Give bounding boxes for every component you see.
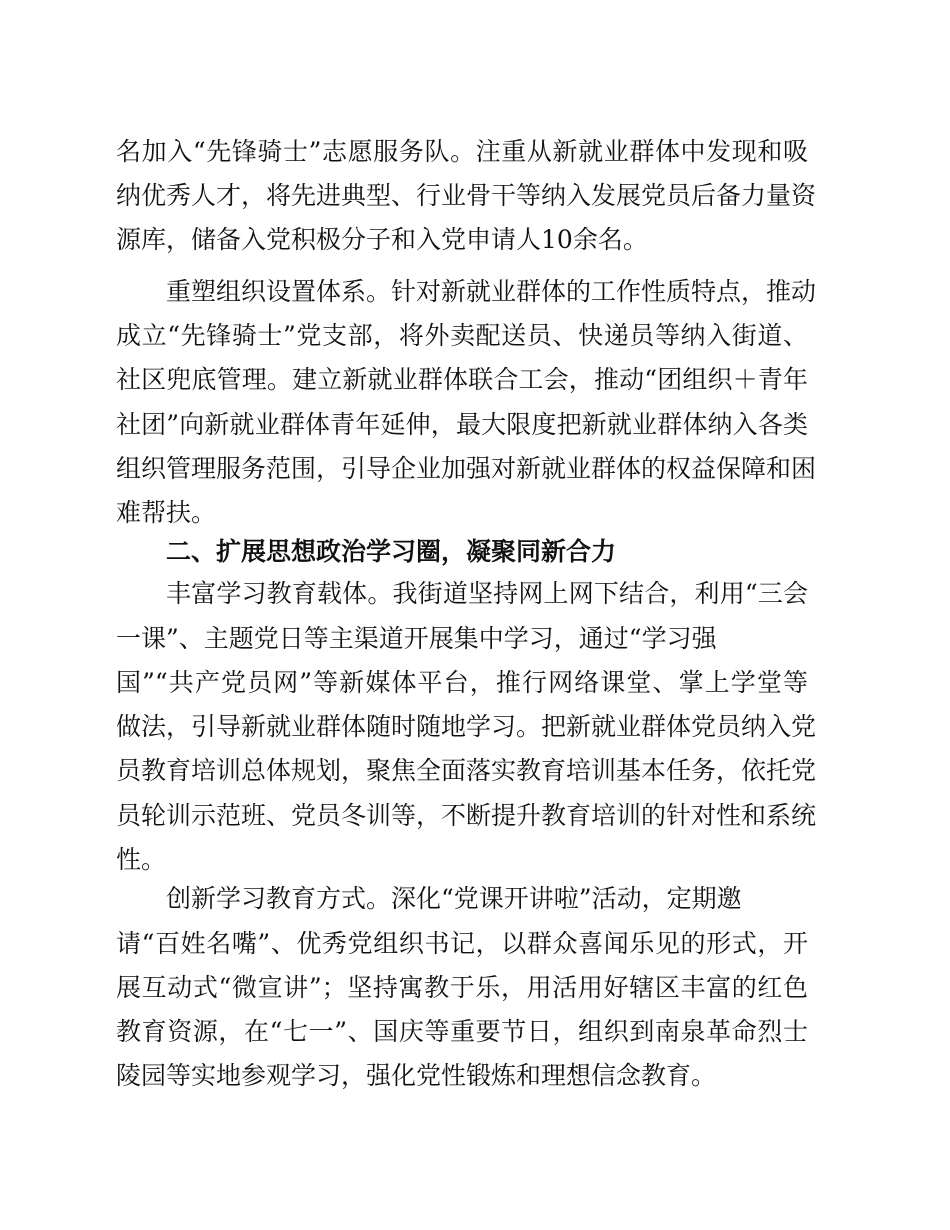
text-line: 组织管理服务范围，引导企业加强对新就业群体的权益保障和困 <box>116 454 817 483</box>
text-line: 社区兜底管理。建立新就业群体联合工会，推动“团组织＋青年 <box>116 365 808 394</box>
text-line: 展互动式“微宣讲”；坚持寓教于乐，用活用好辖区丰富的红色 <box>116 973 808 1002</box>
paragraph-heading-line: 创新学习教育方式。深化“党课开讲啦”活动，定期邀 <box>166 884 742 913</box>
text-line: 员轮训示范班、党员冬训等，不断提升教育培训的针对性和系统 <box>116 801 817 830</box>
text-line: 国”“共产党员网”等新媒体平台，推行网络课堂、掌上学堂等 <box>116 668 808 697</box>
text-line: 性。 <box>116 845 167 874</box>
text-line: 名加入“先锋骑士”志愿服务队。注重从新就业群体中发现和吸 <box>116 137 808 166</box>
text-line: 一课”、主题党日等主渠道开展集中学习，通过“学习强 <box>116 624 717 653</box>
paragraph-heading-line: 重塑组织设置体系。针对新就业群体的工作性质特点，推动 <box>166 277 817 306</box>
text-line: 成立“先锋骑士”党支部，将外卖配送员、快递员等纳入街道、 <box>116 321 808 350</box>
text-line: 社团”向新就业群体青年延伸，最大限度把新就业群体纳入各类 <box>116 410 808 439</box>
text-line: 请“百姓名嘴”、优秀党组织书记，以群众喜闻乐见的形式，开 <box>116 929 808 958</box>
text-line: 难帮扶。 <box>116 498 217 527</box>
text-line: 陵园等实地参观学习，强化党性锻炼和理想信念教育。 <box>116 1061 717 1090</box>
text-line: 教育资源，在“七一”、国庆等重要节日，组织到南泉革命烈士 <box>116 1017 808 1046</box>
section-heading: 二、扩展思想政治学习圈，凝聚同新合力 <box>166 537 617 566</box>
text-line: 做法，引导新就业群体随时随地学习。把新就业群体党员纳入党 <box>116 712 817 741</box>
paragraph-heading-line: 丰富学习教育载体。我街道坚持网上网下结合，利用“三会 <box>166 579 808 608</box>
text-line: 员教育培训总体规划，聚焦全面落实教育培训基本任务，依托党 <box>116 756 817 785</box>
text-line: 纳优秀人才，将先进典型、行业骨干等纳入发展党员后备力量资 <box>116 181 817 210</box>
text-line: 源库，储备入党积极分子和入党申请人10余名。 <box>116 225 648 254</box>
